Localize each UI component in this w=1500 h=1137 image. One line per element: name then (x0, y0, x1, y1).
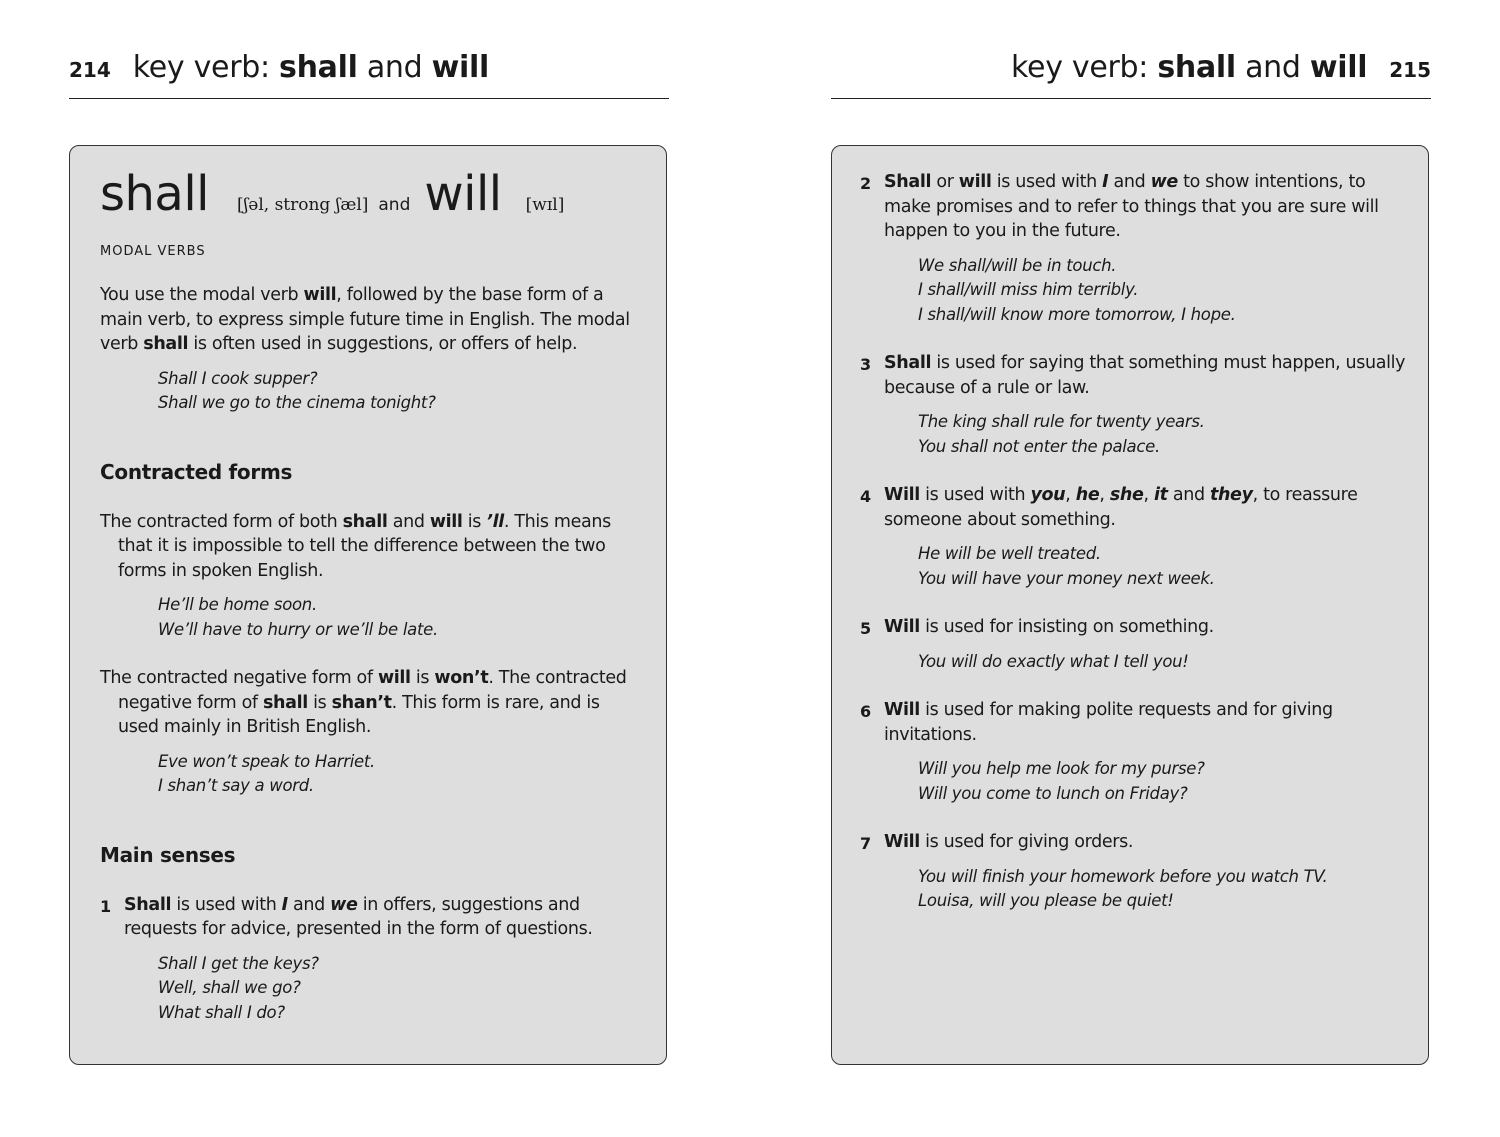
sense-item (860, 830, 1406, 914)
example-sentence: I shan’t say a word. (158, 776, 314, 795)
title-word: will (431, 50, 489, 85)
example-list (884, 254, 1406, 328)
example-list (884, 542, 1406, 591)
example-sentence: You will finish your homework before you watch TV. (918, 866, 1328, 886)
bold-term: Will (884, 485, 920, 505)
text: is used with (919, 485, 1031, 505)
sense-number: 4 (860, 487, 872, 506)
page-title (133, 50, 489, 85)
page-header (831, 50, 1431, 99)
sense-number: 1 (100, 896, 112, 916)
text: and (1108, 172, 1151, 192)
headword: will (424, 166, 502, 222)
example-sentence: You shall not enter the palace. (918, 436, 1160, 456)
pronunciation: [ʃəl, strong ʃæl] (237, 195, 369, 215)
title-text: and (1235, 50, 1310, 85)
text: You use the modal verb (100, 285, 304, 305)
sense-item (860, 483, 1406, 591)
bold-italic-term: ’ll (486, 511, 504, 532)
sense-text (884, 351, 1406, 400)
bold-italic-term: we (1150, 172, 1178, 192)
sense-number: 6 (860, 702, 872, 721)
example-list (884, 410, 1406, 459)
text: The contracted form of both (100, 511, 343, 532)
pronunciation: [wɪl] (525, 195, 565, 215)
bold-term: will (958, 172, 992, 192)
text: is often used in suggestions, or offers of help. (188, 334, 578, 354)
right-page (750, 0, 1500, 1137)
title-text: key verb: (1011, 50, 1158, 85)
bold-term: Shall (124, 894, 172, 915)
example-sentence: I shall/will know more tomorrow, I hope. (918, 304, 1236, 324)
sense-text (884, 615, 1214, 640)
sense-item (860, 698, 1406, 806)
bold-term: Will (884, 617, 920, 637)
bold-italic-term: you (1030, 485, 1066, 505)
bold-italic-term: we (330, 894, 358, 915)
page-header (69, 50, 669, 99)
sense-number: 3 (860, 355, 872, 374)
example-sentence: Eve won’t speak to Harriet. (158, 751, 375, 771)
example-sentence: You will do exactly what I tell you! (918, 651, 1189, 671)
entry-box (831, 145, 1429, 1065)
example-list (100, 593, 640, 642)
page-number: 215 (1389, 58, 1431, 82)
text: is (410, 668, 435, 688)
bold-term: Will (884, 832, 920, 852)
contracted-negative-paragraph (100, 666, 640, 740)
bold-term: Shall (884, 353, 932, 373)
bold-italic-term: she (1109, 485, 1144, 505)
bold-italic-term: they (1209, 485, 1253, 505)
example-list (884, 650, 1214, 675)
text: and (387, 511, 430, 532)
page-number: 214 (69, 58, 111, 82)
text: . This form is rare, and is used mainly in British English. (118, 692, 600, 737)
bold-italic-term: he (1075, 485, 1100, 505)
example-sentence: Will you help me look for my purse? (918, 759, 1205, 778)
sense-number: 2 (860, 174, 872, 193)
bold-term: shall (262, 692, 308, 713)
sense-text (884, 483, 1406, 532)
title-text: key verb: (132, 50, 280, 85)
text: is used for giving orders. (919, 832, 1134, 852)
text: . This means that it is impossible to tell the difference between the two forms in spoken English. (118, 511, 611, 581)
sense-text (884, 830, 1327, 855)
conjunction: and (378, 195, 411, 215)
bold-term: shall (342, 511, 388, 532)
bold-term: shall (143, 334, 189, 354)
bold-italic-term: it (1153, 485, 1168, 505)
bold-term: will (303, 285, 337, 305)
example-sentence: What shall I do? (158, 1002, 285, 1022)
contracted-paragraph (100, 510, 640, 584)
sense-item (100, 893, 640, 1026)
word-category: MODAL VERBS (100, 244, 206, 259)
text: , (1143, 485, 1154, 505)
text: is used for saying that something must happen, usually because of a rule or law. (884, 353, 1406, 398)
text: is (462, 511, 487, 532)
example-sentence: The king shall rule for twenty years. (918, 412, 1205, 431)
sense-number: 7 (860, 834, 872, 853)
bold-term: won’t (434, 668, 489, 688)
example-sentence: Well, shall we go? (158, 978, 301, 997)
example-sentence: We’ll have to hurry or we’ll be late. (158, 619, 438, 639)
example-list (124, 952, 640, 1026)
text: . The contracted negative form of (118, 668, 627, 713)
text: to show intentions, to make promises and to refer to things that you are sure will happen to you in the future. (884, 172, 1379, 241)
text: , (1065, 485, 1076, 505)
example-sentence: He’ll be home soon. (158, 595, 317, 614)
bold-term: shan’t (331, 692, 392, 713)
dictionary-entry-headline (100, 166, 640, 222)
title-word: shall (1157, 50, 1236, 85)
text: , (1099, 485, 1110, 505)
example-list (884, 865, 1327, 914)
example-sentence: We shall/will be in touch. (918, 255, 1117, 275)
bold-term: Will (884, 700, 920, 720)
example-sentence: You will have your money next week. (918, 568, 1215, 588)
text: , followed by the base form of a main verb, to express simple future time in English. The modal verb (100, 285, 630, 354)
text: is used for making polite requests and for giving invitations. (884, 700, 1333, 745)
sense-number: 5 (860, 619, 872, 638)
example-sentence: Shall I cook supper? (158, 368, 318, 388)
text: is used with (991, 172, 1103, 192)
sense-item (860, 351, 1406, 459)
text: in offers, suggestions and requests for advice, presented in the form of questions. (124, 894, 593, 939)
bold-italic-term: I (1102, 172, 1109, 192)
example-sentence: I shall/will miss him terribly. (918, 280, 1139, 299)
example-list (100, 367, 640, 416)
example-sentence: Will you come to lunch on Friday? (918, 783, 1188, 803)
text: or (931, 172, 959, 192)
sense-item (860, 170, 1406, 327)
headword: shall (100, 166, 210, 222)
text: and (1167, 485, 1210, 505)
bold-italic-term: I (281, 894, 288, 915)
example-sentence: Shall I get the keys? (158, 953, 319, 973)
bold-term: will (377, 668, 411, 688)
title-word: will (1309, 50, 1368, 85)
text: , to reassure someone about something. (884, 485, 1358, 530)
section-heading: Contracted forms (100, 459, 293, 484)
title-word: shall (279, 50, 358, 85)
text: is (307, 692, 332, 713)
example-list (884, 757, 1406, 806)
page-title (1011, 50, 1367, 85)
intro-paragraph (100, 283, 640, 357)
bold-term: will (429, 511, 463, 532)
bold-term: Shall (884, 172, 932, 192)
example-sentence: Louisa, will you please be quiet! (918, 891, 1174, 910)
text: is used for insisting on something. (919, 617, 1214, 637)
text: and (287, 894, 331, 915)
section-heading: Main senses (100, 842, 236, 867)
text: is used with (171, 894, 282, 915)
example-list (100, 750, 640, 799)
sense-text (884, 170, 1406, 244)
example-sentence: He will be well treated. (918, 544, 1101, 563)
sense-text (124, 893, 640, 942)
example-sentence: Shall we go to the cinema tonight? (158, 393, 436, 412)
entry-box (69, 145, 667, 1065)
sense-item (860, 615, 1406, 674)
sense-text (884, 698, 1406, 747)
text: The contracted negative form of (100, 668, 378, 688)
title-text: and (357, 50, 432, 85)
